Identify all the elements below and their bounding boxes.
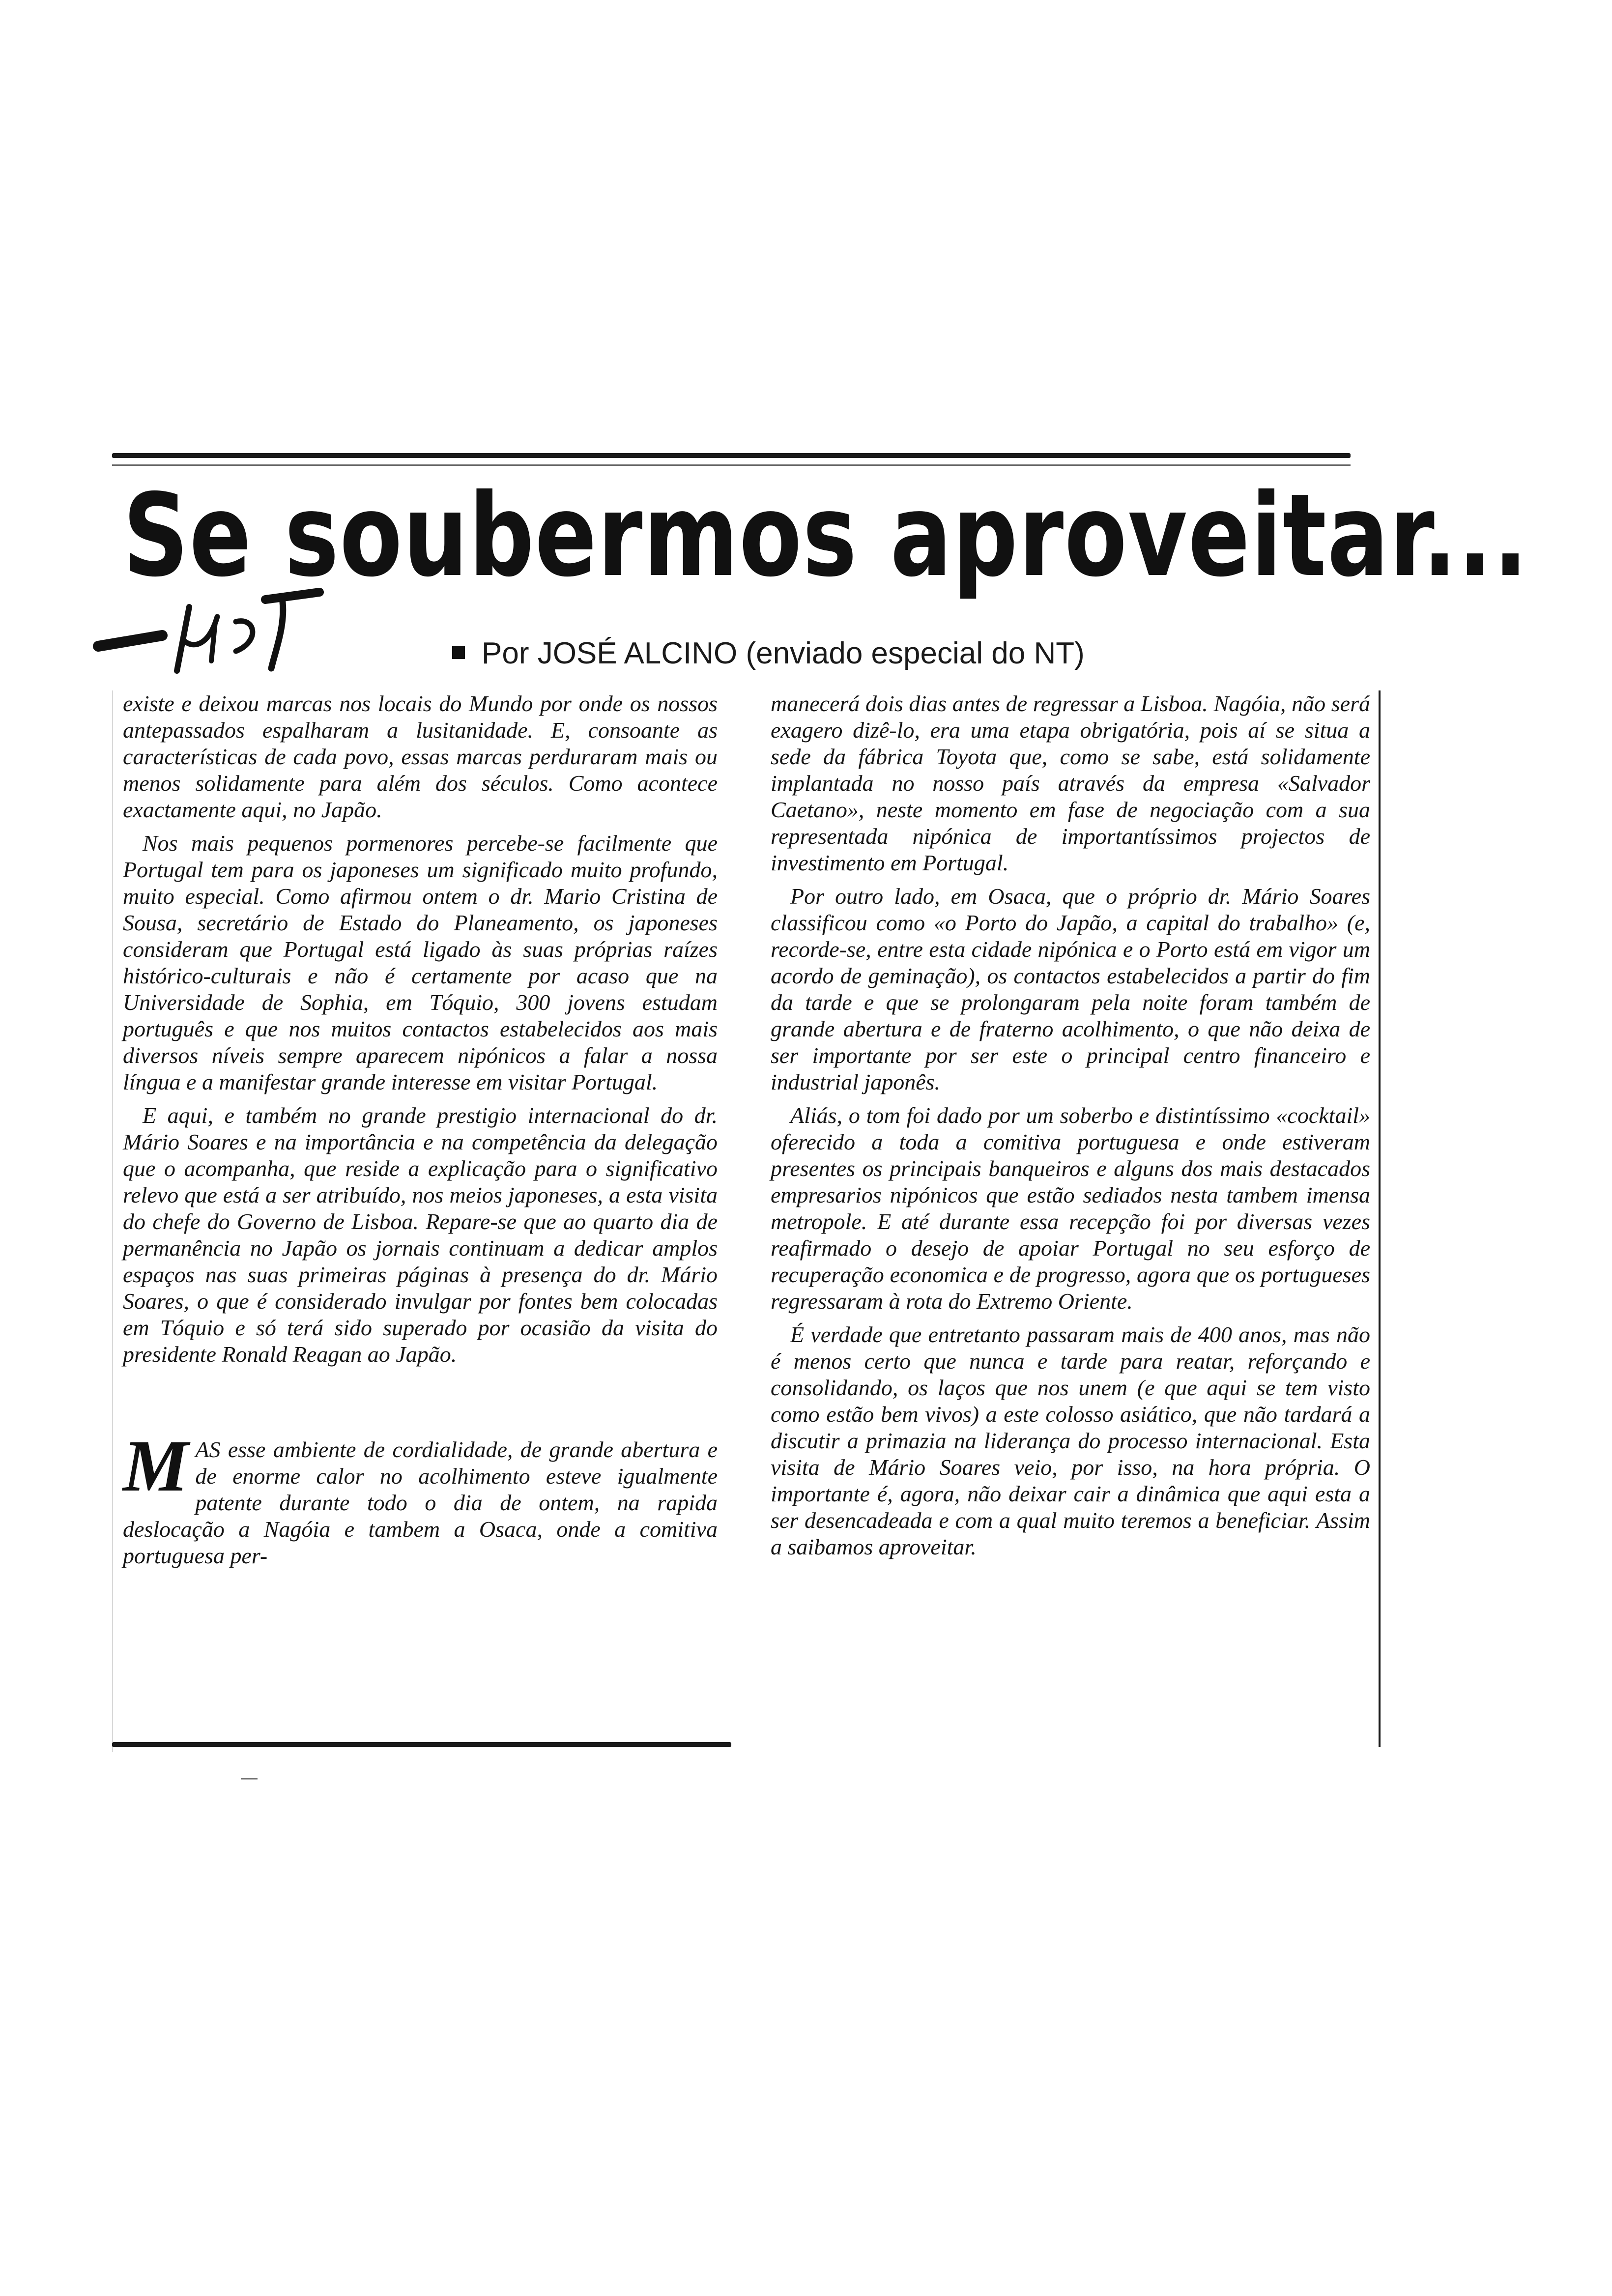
right-paragraph-1: manecerá dois dias antes de regressar a Lisboa. Nagóia, não será exagero dizê-lo, era uma etapa obrigatória, pois aí se situa a sede da fábrica Toyota que, como se sabe, está solidamente implantada no nosso país através da empresa «Salvador Caetano», neste momento em fase de negociação com a sua representada nipónica de importantíssimos projectos de investimento em Portugal.	[771, 691, 1370, 875]
right-edge-rule	[1379, 690, 1381, 1747]
left-paragraph-1: existe e deixou marcas nos locais do Mundo por onde os nossos antepassados espalharam a lusitanidade. E, consoante as características de cada povo, essas marcas perduraram mais ou menos solidamente para além dos séculos. Como acontece exactamente aqui, no Japão.	[123, 691, 718, 822]
right-paragraph-2: Por outro lado, em Osaca, que o próprio dr. Mário Soares classificou como «o Porto do Japão, a capital do trabalho» (e, recorde-se, entre esta cidade nipónica e o Porto está em vigor um acordo de geminação), os contactos estabelecidos a partir do fim da tarde e que se prolongaram pela noite foram também de grande abertura e de fraterno acolhimento, o que não deixa de ser importante por ser este o principal centro financeiro e industrial japonês.	[771, 884, 1370, 1094]
top-rule	[112, 453, 1351, 458]
headline: Se soubermos aproveitar...	[123, 469, 1529, 602]
small-dash-mark	[241, 1778, 258, 1779]
left-paragraph-4-text: AS esse ambiente de cordialidade, de grande abertura e de enorme calor no acolhimento esteve igualmente patente durante todo o dia de ontem, na rapida deslocação a Nagóia e tambem a Osaca, onde a comitiva portuguesa per-	[123, 1437, 718, 1568]
byline	[452, 634, 1085, 673]
left-edge-rule	[112, 690, 113, 1752]
top-rule-thin	[112, 464, 1351, 466]
left-column	[123, 690, 718, 1576]
byline-text: Por JOSÉ ALCINO (enviado especial do NT)	[482, 636, 1085, 670]
right-paragraph-4: É verdade que entretanto passaram mais de 400 anos, mas não é menos certo que nunca e tarde para reatar, reforçando e consolidando, os laços que nos unem (e que aqui se tem visto como estão bem vivos) a este colosso asiático, que não tardará a discutir a primazia na liderança do processo internacional. Esta visita de Mário Soares veio, por isso, na hora própria. O importante é, agora, não deixar cair a dinâmica que aqui esta a ser desencadeada e com a qual muito teremos a beneficiar. Assim a saibamos aproveitar.	[771, 1322, 1370, 1559]
right-paragraph-3: Aliás, o tom foi dado por um soberbo e distintíssimo «cocktail» oferecido a toda a comitiva portuguesa e onde estiveram presentes os principais banqueiros e alguns dos mais destacados empresarios nipónicos que estão sediados nesta tambem imensa metropole. E até durante essa recepção foi por diversas vezes reafirmado o desejo de apoiar Portugal no seu esforço de recuperação economica e de progresso, agora que os portugueses regressaram à rota do Extremo Oriente.	[771, 1103, 1370, 1314]
drop-cap: M	[123, 1425, 189, 1507]
left-paragraph-3: E aqui, e também no grande prestigio internacional do dr. Mário Soares e na importância e na competência da delegação que o acompanha, que reside a explicação para o significativo relevo que está a ser atribuído, nos meios japoneses, a esta visita do chefe do Governo de Lisboa. Repare-se que ao quarto dia de permanência no Japão os jornais continuam a dedicar amplos espaços nas suas primeiras páginas à presença do dr. Mário Soares, o que é considerado invulgar por fontes bem colocadas em Tóquio e só terá sido superado por ocasião da visita do presidente Ronald Reagan ao Japão.	[123, 1103, 718, 1367]
left-paragraph-2: Nos mais pequenos pormenores percebe-se facilmente que Portugal tem para os japoneses um significado muito profundo, muito especial. Como afirmou ontem o dr. Mario Cristina de Sousa, secretário de Estado do Planeamento, os japoneses consideram que Portugal está ligado às suas próprias raízes histórico-culturais e não é certamente por acaso que na Universidade de Sophia, em Tóquio, 300 jovens estudam português e que nos muitos contactos estabelecidos aos mais diversos níveis sempre aparecem nipónicos a falar a nossa língua e a manifestar grande interesse em visitar Portugal.	[123, 831, 718, 1094]
left-paragraph-4	[123, 1425, 718, 1569]
bullet-icon	[452, 646, 465, 659]
right-column	[771, 690, 1370, 1567]
bottom-rule	[112, 1742, 731, 1747]
handwritten-note	[88, 587, 344, 681]
